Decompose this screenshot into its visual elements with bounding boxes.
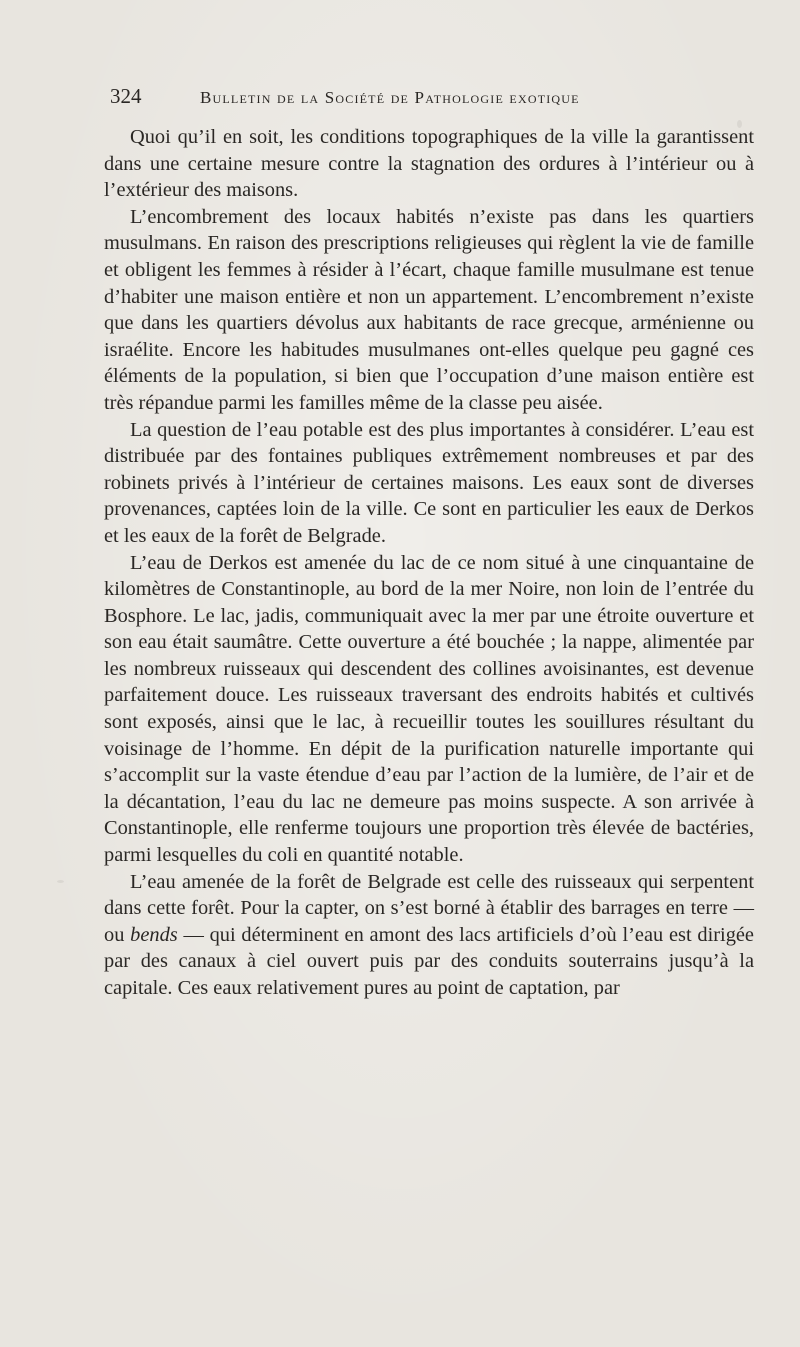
paragraph-3: La question de l’eau potable est des plus importantes à considérer. L’eau est distribuée par des fontaines publiques extrêmement nombreuses et par des robinets privés à l’intérieur de certaines maisons. Les eaux sont de diverses provenances, captées loin de la ville. Ce sont en particulier les eaux de Derkos et les eaux de la forêt de Belgrade. bbox=[104, 418, 754, 547]
paragraph-5-end: — qui déterminent en amont des lacs artificiels d’où l’eau est dirigée par des canaux à ciel ouvert puis par des conduits souterrains jusqu’à la capitale. Ces eaux relativement pures au point de captation, par bbox=[104, 923, 754, 999]
page-number: 324 bbox=[110, 84, 142, 108]
running-header bbox=[104, 84, 754, 114]
paragraph-4: L’eau de Derkos est amenée du lac de ce nom situé à une cinquantaine de kilomètres de Constantinople, au bord de la mer Noire, non loin de l’entrée du Bosphore. Le lac, jadis, communiquait avec la mer par une étroite ouverture et son eau était saumâtre. Cette ouverture a été bouchée ; la nappe, alimentée par les nombreux ruisseaux qui descendent des collines avoisinantes, est devenue parfaitement douce. Les ruisseaux traversant des endroits habités et cultivés sont exposés, ainsi que le lac, à recueillir toutes les souillures résultant du voisinage de l’homme. En dépit de la purification naturelle importante qui s’accomplit sur la vaste étendue d’eau par l’action de la lumière, de l’air et de la décantation, l’eau du lac ne demeure pas moins suspecte. A son arrivée à Constantinople, elle renferme toujours une proportion très élevée de bactéries, parmi lesquelles du coli en quantité notable. bbox=[104, 551, 754, 867]
paragraph-2: L’encombrement des locaux habités n’existe pas dans les quartiers musulmans. En raison des prescriptions religieuses qui règlent la vie de famille et obligent les femmes à résider à l’écart, chaque famille musulmane est tenue d’habiter une maison entière et non un appartement. L’encombrement n’existe que dans les quartiers dévolus aux habitants de race grecque, arménienne ou israélite. Encore les habitudes musulmanes ont-elles quelque peu gagné ces éléments de la population, si bien que l’occupation d’une maison entière est très répandue parmi les familles même de la classe peu aisée. bbox=[104, 205, 754, 414]
paragraph-1: Quoi qu’il en soit, les conditions topographiques de la ville la garantissent dans une certaine mesure contre la stagnation des ordures à l’intérieur ou à l’extérieur des maisons. bbox=[104, 126, 754, 202]
paper-speck bbox=[737, 120, 742, 128]
paragraph-5 bbox=[104, 869, 754, 1002]
italic-term: bends bbox=[130, 923, 178, 946]
paper-speck bbox=[57, 880, 64, 883]
paragraph-5-start: L’eau amenée de la forêt de Belgrade est celle des ruisseaux qui serpentent dans cette forêt. Pour la capter, on s’est borné à établir des barrages en terre — ou bbox=[104, 870, 754, 946]
journal-title: Bulletin de la Société de Pathologie exotique bbox=[200, 88, 580, 107]
body-text bbox=[104, 124, 754, 1002]
